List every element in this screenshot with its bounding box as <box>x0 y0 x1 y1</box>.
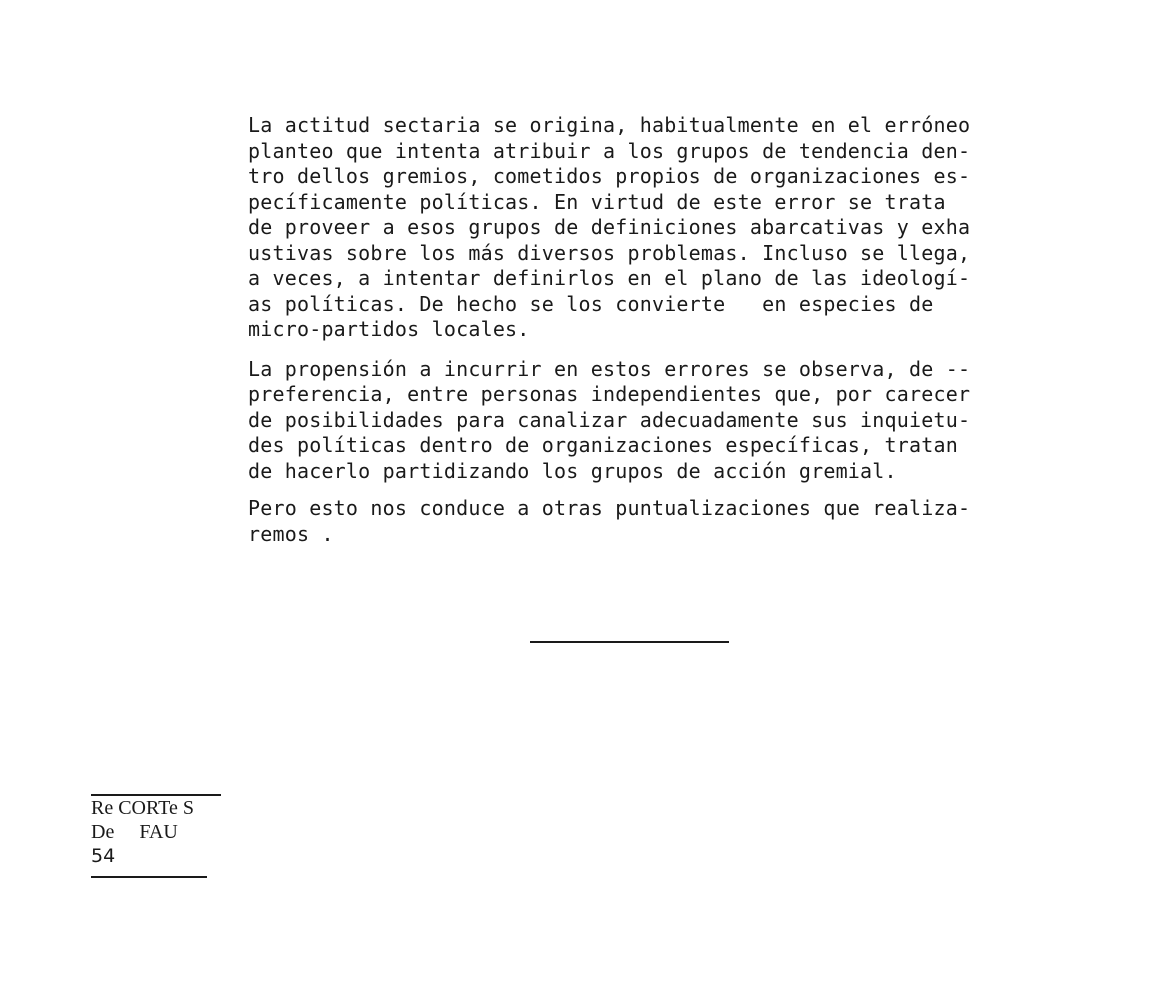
paragraph-spacer <box>248 484 1088 496</box>
section-divider-rule <box>530 641 729 643</box>
text-line: Pero esto nos conduce a otras puntualizaciones que realiza- <box>248 496 971 520</box>
stamp-page-number: 54 <box>91 845 116 867</box>
text-line: de hacerlo partidizando los grupos de acción gremial. <box>248 458 897 483</box>
text-line: planteo que intenta atribuir a los grupos de tendencia den- <box>248 138 971 163</box>
paragraph-3 <box>248 496 1088 547</box>
paragraph-1 <box>248 113 1088 343</box>
text-line: ustivas sobre los más diversos problemas. Incluso se llega, <box>248 240 971 265</box>
text-line: de posibilidades para canalizar adecuadamente sus inquietu- <box>248 407 971 432</box>
text-line: tro dellos gremios, cometidos propios de organizaciones es- <box>248 164 971 188</box>
text-line: as políticas. De hecho se los convierte en especies de <box>248 291 934 316</box>
text-line: des políticas dentro de organizaciones específicas, tratan <box>248 433 958 457</box>
stamp-bottom-rule <box>91 876 207 878</box>
paragraph-spacer <box>248 343 1088 357</box>
text-line: remos . <box>248 521 334 546</box>
text-line: La actitud sectaria se origina, habitualmente en el erróneo <box>248 113 971 137</box>
text-line: La propensión a incurrir en estos errores se observa, de -- <box>248 356 971 381</box>
body-text <box>248 113 1088 547</box>
text-line: de proveer a esos grupos de definiciones abarcativas y exha <box>248 215 971 239</box>
stamp-line-1: Re CORTe S <box>91 797 194 819</box>
stamp-line-2: De FAU <box>91 821 178 843</box>
text-line: a veces, a intentar definirlos en el plano de las ideologí- <box>248 266 971 290</box>
text-line: preferencia, entre personas independientes que, por carecer <box>248 382 971 406</box>
paragraph-2 <box>248 357 1088 485</box>
text-line: pecíficamente políticas. En virtud de este error se trata <box>248 189 946 214</box>
text-line: micro-partidos locales. <box>248 317 530 341</box>
